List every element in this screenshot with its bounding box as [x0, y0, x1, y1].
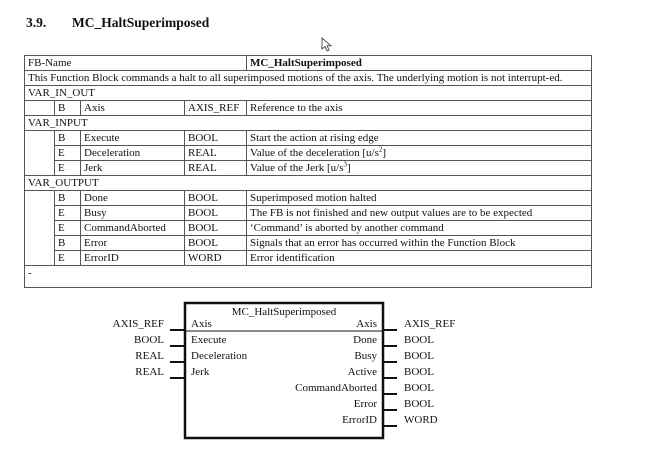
var-desc-text: Value of the Jerk [u/s	[250, 162, 344, 174]
output-name: Error	[353, 398, 377, 410]
section-title: MC_HaltSuperimposed	[72, 15, 210, 30]
var-desc-exponent: 2	[378, 145, 383, 154]
fb-name-value: MC_HaltSuperimposed	[247, 56, 592, 71]
var-be: E	[55, 251, 81, 266]
var-name: CommandAborted	[81, 221, 185, 236]
output-name: Active	[347, 366, 377, 378]
var-be: B	[55, 131, 81, 146]
input-name: Axis	[191, 318, 212, 330]
section-name: VAR_OUTPUT	[25, 176, 592, 191]
var-desc-text: Value of the deceleration [u/s	[250, 147, 379, 159]
var-be: E	[55, 161, 81, 176]
output-type: BOOL	[404, 382, 434, 394]
section-number: 3.9.	[26, 15, 47, 30]
var-type: AXIS_REF	[185, 101, 247, 116]
var-name: Done	[81, 191, 185, 206]
output-name: Busy	[354, 350, 377, 362]
var-name: Axis	[81, 101, 185, 116]
var-desc-text: Error identification	[250, 252, 335, 264]
fb-description: This Function Block commands a halt to all superimposed motions of the axis. The underlying motion is not interrupt-ed.	[25, 71, 592, 86]
var-type: REAL	[185, 146, 247, 161]
output-name: Done	[353, 334, 377, 346]
output-name: Axis	[356, 318, 377, 330]
output-type: BOOL	[404, 366, 434, 378]
var-name: ErrorID	[81, 251, 185, 266]
section-name: VAR_IN_OUT	[25, 86, 592, 101]
var-desc-exponent: 3	[343, 160, 347, 169]
output-name: CommandAborted	[295, 382, 377, 394]
var-be: B	[55, 101, 81, 116]
var-be: E	[55, 221, 81, 236]
var-desc-text: Reference to the axis	[250, 102, 343, 114]
var-name: Execute	[81, 131, 185, 146]
section-name: VAR_INPUT	[25, 116, 592, 131]
var-name: Jerk	[81, 161, 185, 176]
var-type: BOOL	[185, 236, 247, 251]
var-type: BOOL	[185, 206, 247, 221]
var-type: REAL	[185, 161, 247, 176]
diagram-title: MC_HaltSuperimposed	[231, 306, 337, 318]
var-desc-text: ‘Command’ is aborted by another command	[250, 222, 444, 234]
output-type: BOOL	[404, 350, 434, 362]
var-be: B	[55, 191, 81, 206]
var-name: Error	[81, 236, 185, 251]
var-type: WORD	[185, 251, 247, 266]
input-type: REAL	[135, 366, 164, 378]
var-name: Busy	[81, 206, 185, 221]
var-type: BOOL	[185, 191, 247, 206]
output-type: BOOL	[404, 334, 434, 346]
footer-cell: -	[25, 266, 592, 288]
var-desc-text: Signals that an error has occurred within the Function Block	[250, 237, 516, 249]
input-name: Deceleration	[191, 350, 248, 362]
var-desc-text: Superimposed motion halted	[250, 192, 377, 204]
var-type: BOOL	[185, 221, 247, 236]
var-be: E	[55, 206, 81, 221]
var-type: BOOL	[185, 131, 247, 146]
var-desc-end: ]	[382, 147, 387, 159]
input-type: AXIS_REF	[112, 318, 164, 330]
var-desc-text: Start the action at rising edge	[250, 132, 379, 144]
input-type: REAL	[135, 350, 164, 362]
var-desc-end: ]	[346, 162, 351, 174]
output-type: BOOL	[404, 398, 434, 410]
fb-name-label: FB-Name	[25, 56, 247, 71]
input-type: BOOL	[134, 334, 164, 346]
output-name: ErrorID	[342, 414, 377, 426]
var-be: E	[55, 146, 81, 161]
input-name: Jerk	[191, 366, 210, 378]
input-name: Execute	[191, 334, 227, 346]
var-be: B	[55, 236, 81, 251]
output-type: AXIS_REF	[404, 318, 456, 330]
var-name: Deceleration	[81, 146, 185, 161]
output-type: WORD	[404, 414, 438, 426]
var-desc-text: The FB is not finished and new output values are to be expected	[250, 207, 533, 219]
